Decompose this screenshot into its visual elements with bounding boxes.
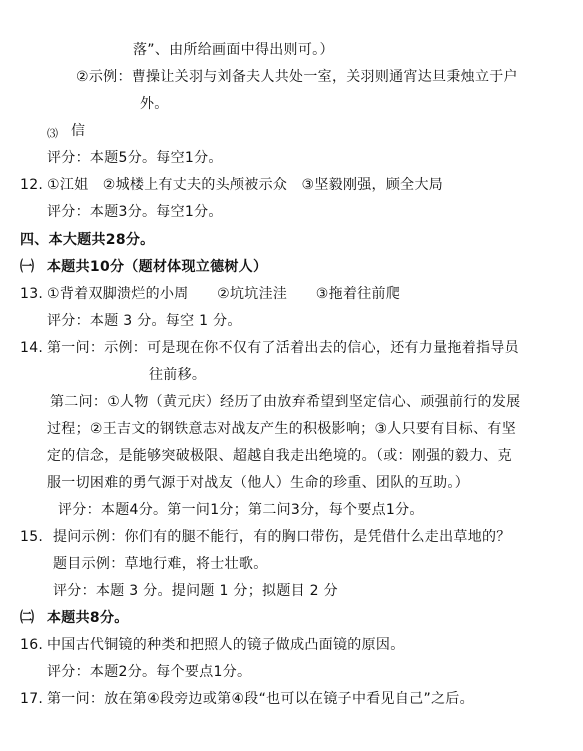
scoring-note: 评分：本题3分。每空1分。	[47, 204, 223, 220]
answer-line: ①背着双脚溃烂的小周 ②坑坑洼洼 ③拖着往前爬	[47, 286, 401, 302]
answer-line-example: ②示例：曹操让关羽与刘备夫人共处一室，关羽则通宵达旦秉烛立于户	[76, 69, 518, 85]
question-number: 17.	[20, 691, 44, 707]
answer-line-continuation: 落”、由所给画面中得出则可。）	[133, 42, 334, 58]
question-number: 12.	[20, 177, 44, 193]
answer-line-continuation: 过程；②王吉文的钢铁意志对战友产生的积极影响；③人只要有目标、有坚	[47, 421, 516, 437]
scoring-note: 评分：本题4分。第一问1分；第二问3分，每个要点1分。	[58, 502, 424, 518]
scoring-note: 评分：本题5分。每空1分。	[47, 150, 223, 166]
question-number: 16.	[20, 637, 44, 653]
scoring-note: 评分：本题 3 分。提问题 1 分；拟题目 2 分	[53, 583, 338, 599]
item-marker: ⑶	[47, 127, 59, 140]
answer-line-continuation: 外。	[140, 96, 169, 112]
question-number: 15.	[20, 529, 44, 545]
subsection-marker: ㈠	[20, 259, 35, 275]
subsection-marker: ㈡	[20, 610, 35, 626]
scoring-note: 评分：本题 3 分。每空 1 分。	[47, 313, 242, 329]
section-heading: 四、本大题共28分。	[20, 232, 155, 248]
answer-line: 题目示例：草地行难，将士壮歌。	[53, 556, 268, 572]
answer-line: 信	[71, 123, 86, 139]
answer-line: 中国古代铜镜的种类和把照人的镜子做成凸面镜的原因。	[47, 637, 405, 653]
subsection-heading: 本题共10分（题材体现立德树人）	[47, 259, 268, 275]
answer-line: 第二问：①人物（黄元庆）经历了由放弃希望到坚定信心、顽强前行的发展	[50, 394, 521, 410]
subsection-heading: 本题共8分。	[47, 610, 129, 626]
answer-line: 第一问：放在第④段旁边或第④段“也可以在镜子中看见自己”之后。	[47, 691, 474, 707]
answer-line-continuation: 往前移。	[149, 367, 207, 383]
answer-line-continuation: 定的信念，是能够突破极限、超越自我走出绝境的。（或：刚强的毅力、克	[47, 448, 512, 464]
question-number: 13.	[20, 286, 44, 302]
scoring-note: 评分：本题2分。每个要点1分。	[47, 664, 252, 680]
answer-line: ①江姐 ②城楼上有丈夫的头颅被示众 ③坚毅刚强，顾全大局	[47, 177, 444, 193]
answer-line: 第一问：示例：可是现在你不仅有了活着出去的信心，还有力量拖着指导员	[47, 340, 519, 356]
answer-line-continuation: 服一切困难的勇气源于对战友（他人）生命的珍重、团队的互助。）	[47, 475, 469, 491]
question-number: 14.	[20, 340, 44, 356]
answer-line: 提问示例：你们有的腿不能行，有的胸口带伤，是凭借什么走出草地的？	[53, 529, 511, 545]
